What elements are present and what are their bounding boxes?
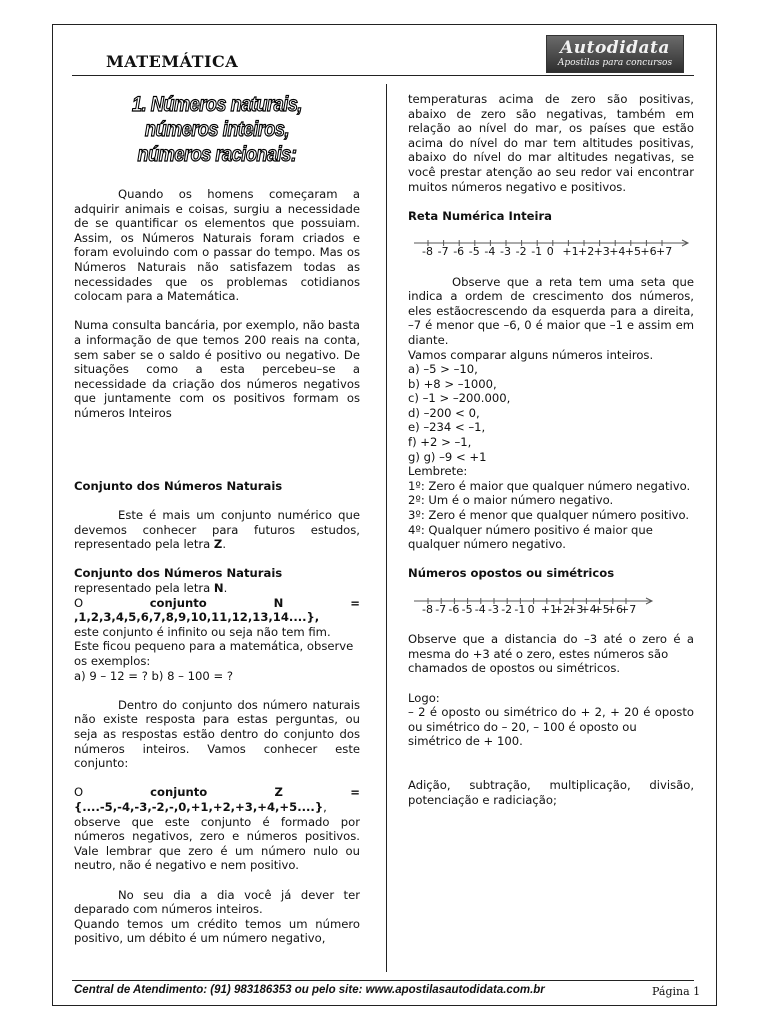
tick-label: -8 <box>422 602 433 616</box>
tick-label: +2 <box>578 244 595 258</box>
tick-label: -1 <box>531 244 543 258</box>
list-item: e) –234 < –1, <box>408 420 486 435</box>
paragraph: Dentro do conjunto dos número naturais não existe resposta para estas perguntas, ou seja as respostas estão dentro do conjunto dos números inteiros. Vamos conhecer este conjunto: <box>74 697 360 771</box>
left-column <box>74 92 360 946</box>
tick-label: +6 <box>606 602 624 616</box>
tick-label: -6 <box>448 602 460 616</box>
header-rule <box>72 75 694 76</box>
number-line <box>408 238 694 260</box>
list-item: g) g) –9 < +1 <box>408 449 487 464</box>
subheading: Conjunto dos Números Naturais <box>74 478 283 493</box>
paragraph: Logo: <box>408 690 440 705</box>
header-title: MATEMÁTICA <box>106 52 239 71</box>
paragraph: Este é mais um conjunto numérico que devemos conhecer para futuros estudos, representado pela letra Z. <box>74 508 360 552</box>
section-title <box>94 92 340 167</box>
paragraph: Este ficou pequeno para a matemática, observe os exemplos: <box>74 639 354 668</box>
tick-label: +5 <box>593 602 610 616</box>
paragraph: 4º: Qualquer número positivo é maior que qualquer número negativo. <box>408 522 653 552</box>
paragraph: 3º: Zero é menor que qualquer número positivo. <box>408 508 690 523</box>
tick-label: -7 <box>437 244 449 258</box>
column-divider <box>386 84 387 972</box>
paragraph: No seu dia a dia você já dever ter deparado com números inteiros. <box>74 887 360 917</box>
subheading: Números opostos ou simétricos <box>408 566 615 581</box>
paragraph: Observe que a distancia do –3 até o zero é a mesma do +3 até o zero, estes números são <box>408 632 694 661</box>
logo-tagline: Apostilas para concursos <box>557 58 673 68</box>
list-item: d) –200 < 0, <box>408 405 480 420</box>
page-number: Página 1 <box>652 985 701 998</box>
tick-label: -5 <box>468 244 480 258</box>
tick-label: +7 <box>620 602 637 616</box>
paragraph: Numa consulta bancária, por exemplo, não basta a informação de que temos 200 reais na conta, sem saber se o saldo é positivo ou negativo. De situações como a esta percebeu–se a necessidade da criação dos números negativos que juntamente com os positivos formam os números Inteiros <box>74 318 360 420</box>
list-item: b) +8 > –1000, <box>408 376 497 391</box>
tick-label: +7 <box>656 244 673 258</box>
comparison-list <box>408 362 694 464</box>
tick-label: -4 <box>484 244 496 258</box>
list-item: f) +2 > –1, <box>408 435 472 450</box>
paragraph: simétrico de + 100. <box>408 734 523 749</box>
paragraph: representado pela letra N. <box>74 581 228 596</box>
paragraph: a) 9 – 12 = ? b) 8 – 100 = ? <box>74 668 234 683</box>
paragraph: O conjunto N = ,1,2,3,4,5,6,7,8,9,10,11,12,13,14....}, <box>74 595 360 625</box>
tick-label: 0 <box>546 244 554 258</box>
list-item: a) –5 > –10, <box>408 362 478 377</box>
paragraph: este conjunto é infinito ou seja não tem fim. <box>74 624 331 639</box>
paragraph: Vamos comparar alguns números inteiros. <box>408 347 654 362</box>
paragraph: Lembrete: <box>408 464 468 479</box>
tick-label: -7 <box>435 602 447 616</box>
right-column <box>408 92 694 807</box>
tick-label: +1 <box>562 244 579 258</box>
paragraph: Adição, subtração, multiplicação, divisão, potenciação e radiciação; <box>408 778 694 807</box>
tick-label: +1 <box>540 602 558 616</box>
tick-label: +5 <box>624 244 642 258</box>
number-line <box>408 596 694 618</box>
paragraph: 1º: Zero é maior que qualquer número negativo. <box>408 478 691 493</box>
tick-label: -5 <box>461 602 473 616</box>
section-title-line2: números racionais: <box>137 143 297 166</box>
subheading: Reta Numérica Inteira <box>408 208 553 223</box>
tick-label: +2 <box>554 602 571 616</box>
tick-label: -1 <box>514 602 526 616</box>
tick-label: -8 <box>422 244 433 258</box>
tick-label: -4 <box>474 602 486 616</box>
paragraph: temperaturas acima de zero são positivas, abaixo de zero são negativas, também em relação ao nível do mar, os países que estão acima do nível do mar tem altitudes positivas, abaixo do nível do mar altitudes negativas, se você prestar atenção ao seu redor vai encontrar muitos números negativo e positivos. <box>408 92 694 194</box>
list-item: c) –1 > –200.000, <box>408 391 511 406</box>
tick-label: +6 <box>640 244 657 258</box>
tick-label: -3 <box>500 244 511 258</box>
tick-label: +3 <box>593 244 610 258</box>
tick-label: +3 <box>567 602 584 616</box>
tick-label: -2 <box>501 602 513 616</box>
paragraph: Quando os homens começaram a adquirir animais e coisas, surgiu a necessidade de se quantificar os elementos que possuiam. Assim, os Números Naturais foram criados e foram evoluindo com o passar do tempo. Mas os Números Naturais não satisfazem todas as necessidades que os problemas cotidianos colocam para a Matemática. <box>74 187 360 304</box>
tick-label: 0 <box>527 602 535 616</box>
paragraph: 2º: Um é o maior número negativo. <box>408 493 614 508</box>
paragraph: O conjunto Z = {....-5,-4,-3,-2,-,0,+1,+2,+3,+4,+5....}, observe que este conjunto é formado por números negativos, zero e números positivos. Vale lembrar que zero é um número nulo ou neutro, não é negativo e nem positivo. <box>74 785 361 873</box>
paragraph: – 2 é oposto ou simétrico do + 2, + 20 é oposto ou simétrico do – 20, – 100 é oposto ou <box>408 705 694 734</box>
tick-label: +4 <box>609 244 626 258</box>
subheading: Conjunto dos Números Naturais <box>74 566 283 581</box>
paragraph: Observe que a reta tem uma seta que indica a ordem de crescimento dos números, eles estãocrescendo da esquerda para a direita, –7 é menor que –6, 0 é maior que –1 e assim em diante. <box>408 274 694 347</box>
tick-label: +4 <box>580 602 597 616</box>
autodidata-logo <box>546 35 684 73</box>
paragraph: chamados de opostos ou simétricos. <box>408 661 621 676</box>
section-title-line1: 1. Números naturais, números inteiros, <box>131 93 303 141</box>
footer-rule <box>72 980 694 981</box>
tick-label: -6 <box>453 244 465 258</box>
paragraph: Quando temos um crédito temos um número positivo, um débito é um número negativo, <box>74 916 360 946</box>
tick-label: -2 <box>515 244 527 258</box>
footer-contact: Central de Atendimento: (91) 983186353 ou pelo site: www.apostilasautodidata.com.br <box>74 984 545 996</box>
logo-name: Autodidata <box>560 38 670 58</box>
tick-label: -3 <box>488 602 499 616</box>
